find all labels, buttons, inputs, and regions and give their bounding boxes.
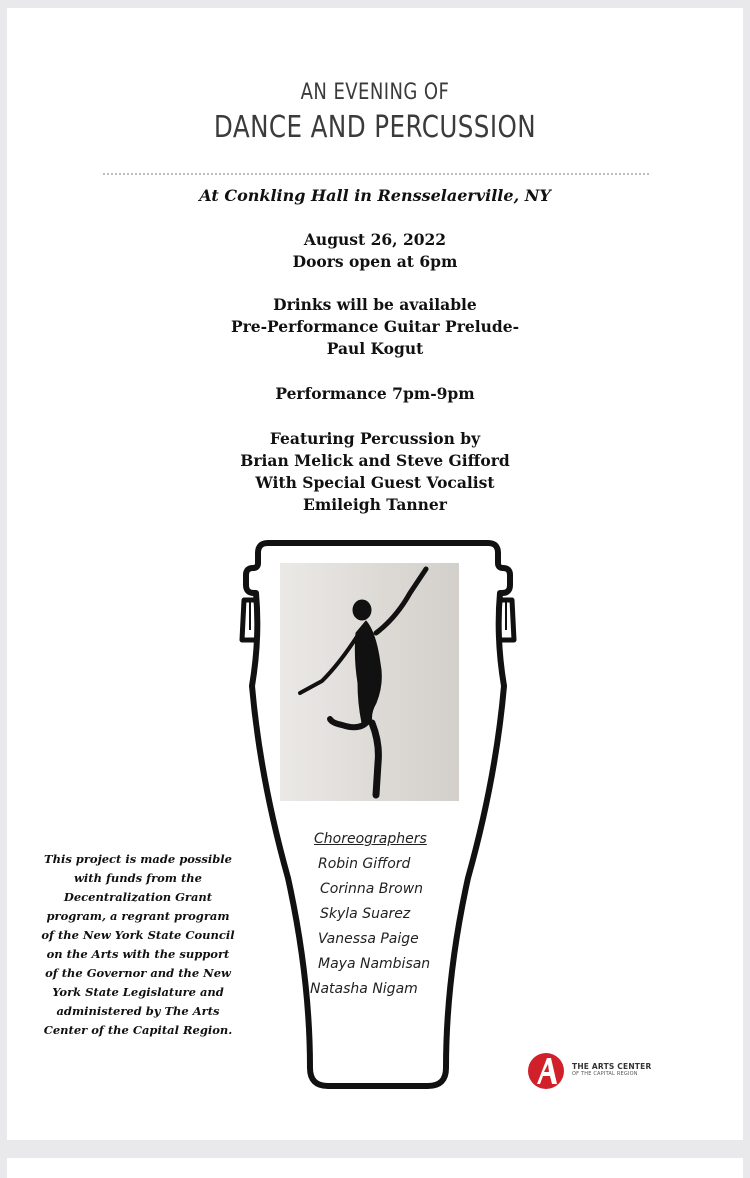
drinks-text: Drinks will be available <box>273 295 477 314</box>
title-line-1: AN EVENING OF <box>300 80 450 105</box>
venue-text: At Conkling Hall in Rensselaerville, NY <box>199 186 551 205</box>
doors-open: Doors open at 6pm <box>292 252 458 271</box>
performance-time: Performance 7pm-9pm <box>275 384 475 403</box>
credit-line: This project is made possible <box>44 852 232 866</box>
choreographers-list <box>310 827 470 1002</box>
dancer-photo <box>280 563 459 801</box>
logo-name: THE ARTS CENTER <box>572 1062 652 1071</box>
choreographer-name: Skyla Suarez <box>320 906 411 922</box>
logo-text <box>572 1062 651 1077</box>
featuring-block <box>0 428 750 516</box>
next-page-edge <box>7 1158 743 1178</box>
credit-line: Decentralization Grant <box>63 890 213 904</box>
choreographer-name: Robin Gifford <box>318 856 411 872</box>
credit-line: of the New York State Council <box>41 928 235 942</box>
credit-line: administered by The Arts <box>56 1004 220 1018</box>
credit-line: Center of the Capital Region. <box>43 1023 233 1037</box>
choreographer-name: Corinna Brown <box>320 881 424 897</box>
funding-credit <box>38 850 238 1040</box>
title-line-2: DANCE AND PERCUSSION <box>213 110 537 145</box>
logo-circle-icon <box>528 1053 564 1089</box>
credit-line: with funds from the <box>74 871 202 885</box>
choreographer-name: Vanessa Paige <box>318 931 419 947</box>
featuring-line: Brian Melick and Steve Gifford <box>240 451 510 470</box>
credit-line: York State Legislature and <box>52 985 224 999</box>
date-block <box>0 229 750 273</box>
event-date: August 26, 2022 <box>303 230 447 249</box>
dotted-divider <box>103 173 649 175</box>
credit-line: program, a regrant program <box>46 909 230 923</box>
choreographers-heading: Choreographers <box>314 831 427 847</box>
featuring-line: With Special Guest Vocalist <box>255 473 495 492</box>
choreographer-name: Maya Nambisan <box>318 956 431 972</box>
credit-line: on the Arts with the support <box>46 947 230 961</box>
prelude-artist: Paul Kogut <box>326 339 424 358</box>
credit-line: of the Governor and the New <box>45 966 231 980</box>
choreographer-name: Natasha Nigam <box>310 981 418 997</box>
prelude-text: Pre-Performance Guitar Prelude- <box>230 317 520 336</box>
featuring-line: Emileigh Tanner <box>303 495 447 514</box>
featuring-line: Featuring Percussion by <box>269 429 481 448</box>
logo-subtitle: OF THE CAPITAL REGION <box>572 1071 638 1077</box>
dancer-silhouette-icon <box>280 563 459 801</box>
drinks-block <box>0 294 750 360</box>
